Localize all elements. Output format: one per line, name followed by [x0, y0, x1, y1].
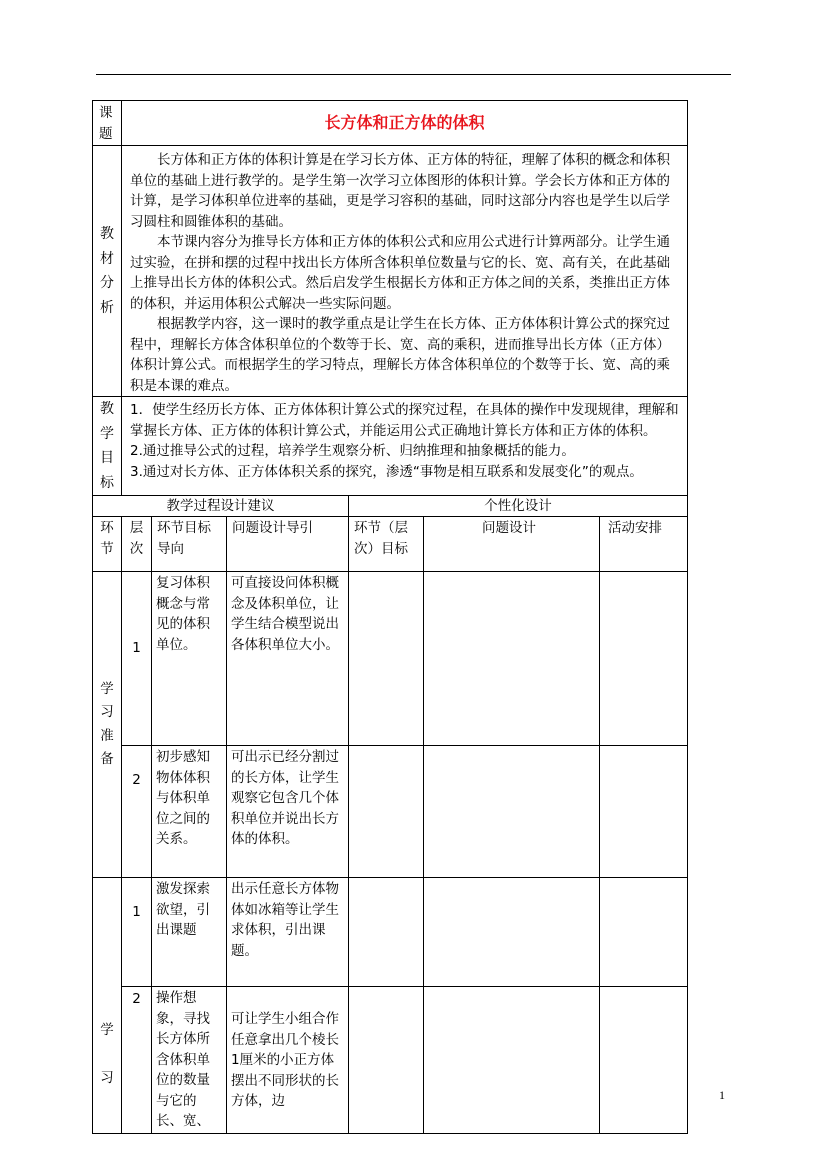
empty-cell — [424, 572, 600, 746]
col-question-guide: 问题设计导引 — [227, 517, 349, 572]
table-row — [93, 746, 688, 878]
segment-goal: 复习体积概念与常见的体积单位。 — [152, 572, 227, 746]
table-row — [93, 987, 688, 1134]
col-question-design: 问题设计 — [424, 517, 600, 572]
empty-cell — [600, 572, 688, 746]
title-row — [93, 101, 688, 146]
empty-cell — [600, 878, 688, 987]
level-number: 1 — [122, 878, 152, 987]
segment-goal: 初步感知物体体积与体积单位之间的关系。 — [152, 746, 227, 878]
column-header-row — [93, 517, 688, 572]
goal-item: 1．使学生经历长方体、正方体体积计算公式的探究过程，在具体的操作中发现规律，理解和掌握长方体、正方体的体积计算公式，并能运用公式正确地计算长方体和正方体的体积。 — [130, 402, 679, 439]
level-number: 2 — [122, 746, 152, 878]
col-level: 层次 — [122, 517, 152, 572]
empty-cell — [349, 746, 424, 878]
header-rule — [96, 74, 731, 75]
goals-label: 教 学 目 标 — [93, 397, 122, 496]
title-label: 课题 — [93, 101, 122, 146]
empty-cell — [600, 746, 688, 878]
col-segment: 环节 — [93, 517, 122, 572]
question-guide: 可直接设问体积概念及体积单位，让学生结合模型说出各体积单位大小。 — [227, 572, 349, 746]
col-segment-goal: 环节（层次）目标 — [349, 517, 424, 572]
goals-row — [93, 397, 688, 496]
table-row — [93, 878, 688, 987]
segment-goal: 操作想象，寻找长方体所含体积单位的数量与它的长、宽、 — [152, 987, 227, 1134]
question-guide: 可出示已经分割过的长方体，让学生观察它包含几个体积单位并说出长方体的体积。 — [227, 746, 349, 878]
empty-cell — [424, 987, 600, 1134]
table-row — [93, 572, 688, 746]
question-guide: 出示任意长方体物体如冰箱等让学生求体积，引出课题。 — [227, 878, 349, 987]
question-guide: 可让学生小组合作任意拿出几个棱长1厘米的小正方体摆出不同形状的长方体，边 — [227, 987, 349, 1134]
analysis-paragraph: 本节课内容分为推导长方体和正方体的体积公式和应用公式进行计算两部分。让学生通过实验，在拼和摆的过程中找出长方体所含体积单位数量与它的长、宽、高有关，在此基础上推导出长方体的体积公式。然后启发学生根据长方体和正方体之间的关系，类推出正方体的体积，并运用体积公式解决一些实际问题。 — [130, 234, 670, 312]
col-activity: 活动安排 — [600, 517, 688, 572]
lesson-plan-table — [92, 100, 688, 1134]
design-header-left: 教学过程设计建议 — [93, 496, 349, 517]
goal-item: 3.通过对长方体、正方体体积关系的探究，渗透“事物是相互联系和发展变化”的观点。 — [130, 463, 643, 480]
analysis-paragraph: 根据教学内容，这一课时的教学重点是让学生在长方体、正方体体积计算公式的探究过程中，理解长方体含体积单位的个数等于长、宽、高的乘积，进而推导出长方体（正方体）体积计算公式。而根据学生的学习特点，理解长方体含体积单位的个数等于长、宽、高的乘积是本课的难点。 — [130, 316, 670, 394]
goal-item: 2.通过推导公式的过程，培养学生观察分析、归纳推理和抽象概括的能力。 — [130, 443, 575, 459]
empty-cell — [424, 878, 600, 987]
col-goal: 环节目标导向 — [152, 517, 227, 572]
analysis-paragraph: 长方体和正方体的体积计算是在学习长方体、正方体的特征，理解了体积的概念和体积单位的基础上进行教学的。是学生第一次学习立体图形的体积计算。学会长方体和正方体的计算，是学习体积单位进率的基础，更是学习容积的基础，同时这部分内容也是学生以后学习圆柱和圆锥体积的基础。 — [130, 152, 670, 230]
empty-cell — [424, 746, 600, 878]
level-number: 2 — [122, 987, 152, 1134]
analysis-content — [122, 146, 688, 397]
section-label-learning: 学 习 — [93, 878, 122, 1134]
level-number: 1 — [122, 572, 152, 746]
design-header-row — [93, 496, 688, 517]
page-number: 1 — [719, 1088, 725, 1102]
analysis-label: 教 材 分 析 — [93, 146, 122, 397]
empty-cell — [600, 987, 688, 1134]
analysis-row — [93, 146, 688, 397]
page-title: 长方体和正方体的体积 — [122, 101, 688, 146]
segment-goal: 激发探索欲望，引出课题 — [152, 878, 227, 987]
empty-cell — [349, 987, 424, 1134]
design-header-right: 个性化设计 — [349, 496, 688, 517]
goals-content — [122, 397, 688, 496]
empty-cell — [349, 572, 424, 746]
section-label-preparation: 学 习 准 备 — [93, 572, 122, 878]
empty-cell — [349, 878, 424, 987]
